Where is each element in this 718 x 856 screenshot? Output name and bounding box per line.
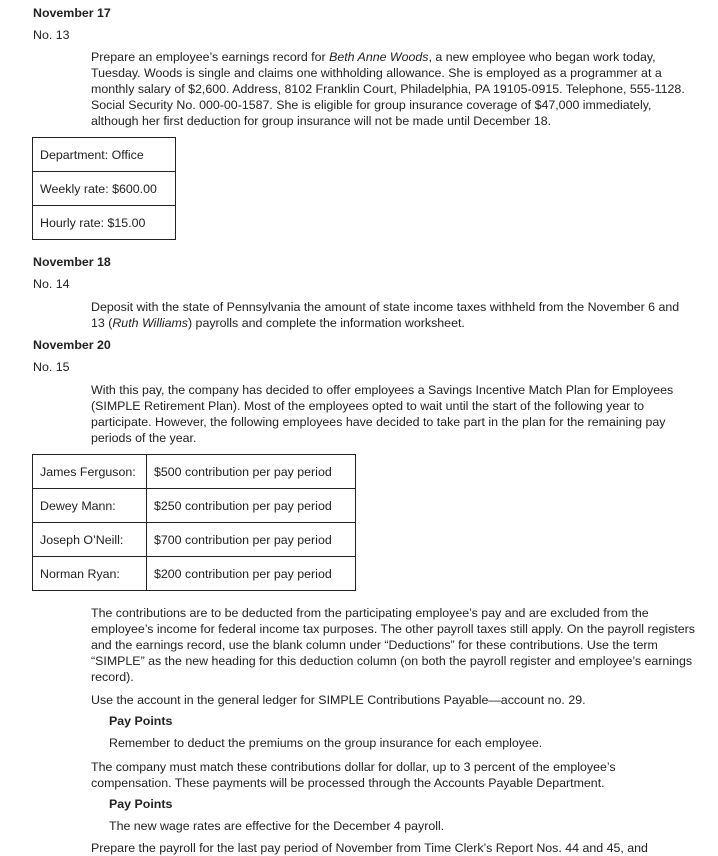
department-cell: Department: Office bbox=[33, 138, 176, 172]
contributions-table bbox=[32, 454, 356, 591]
entry-number: No. 15 bbox=[33, 360, 70, 374]
hourly-rate-cell: Hourly rate: $15.00 bbox=[33, 206, 176, 240]
text-part: , a new employee who began work today, Tuesday. Woods is single and claims one withholding allowance. She is employed as a programmer at a monthly salary of $2,600. Address, 8102 Franklin Court, Philadelphia, PA 19105-0915. Telephone, 555-1128. Social Security No. 000-00-1587. She is eligible for group insurance coverage of $47,000 immediately, although her first deduction for group insurance will not be made until December 18. bbox=[91, 50, 685, 128]
entry-number: No. 14 bbox=[33, 277, 70, 291]
contribution-cell: $700 contribution per pay period bbox=[147, 523, 356, 557]
pay-points-text: The new wage rates are effective for the December 4 payroll. bbox=[109, 819, 445, 833]
employee-name-cell: Norman Ryan: bbox=[33, 557, 147, 591]
employee-name: Beth Anne Woods bbox=[329, 50, 429, 64]
employee-name-cell: Joseph O’Neill: bbox=[33, 523, 147, 557]
table-row bbox=[33, 455, 356, 489]
entry-date: November 17 bbox=[33, 6, 111, 20]
employee-name: Ruth Williams bbox=[112, 316, 188, 330]
contribution-cell: $250 contribution per pay period bbox=[147, 489, 356, 523]
department-info-table bbox=[32, 137, 176, 240]
contribution-cell: $500 contribution per pay period bbox=[147, 455, 356, 489]
contribution-cell: $200 contribution per pay period bbox=[147, 557, 356, 591]
company-match-note: The company must match these contributions dollar for dollar, up to 3 percent of the employee’s compensation. These payments will be processed through the Accounts Payable Department. bbox=[91, 760, 616, 790]
ledger-account-note: Use the account in the general ledger for SIMPLE Contributions Payable—account no. 29. bbox=[91, 693, 586, 707]
employee-name-cell: James Ferguson: bbox=[33, 455, 147, 489]
employee-name-cell: Dewey Mann: bbox=[33, 489, 147, 523]
pay-points-heading: Pay Points bbox=[109, 714, 173, 728]
table-row bbox=[33, 557, 356, 591]
table-row bbox=[33, 489, 356, 523]
text-part: Prepare an employee’s earnings record for bbox=[91, 50, 330, 64]
entry-number: No. 13 bbox=[33, 28, 70, 42]
pay-points-text: Remember to deduct the premiums on the group insurance for each employee. bbox=[109, 736, 543, 750]
entry-instructions bbox=[91, 49, 691, 129]
entry-instructions: With this pay, the company has decided to offer employees a Savings Incentive Match Plan for Employees (SIMPLE Retirement Plan). Most of the employees opted to wait until the start of the following year to participate. However, the following employees have decided to take part in the plan for the remaining pay periods of the year. bbox=[91, 383, 674, 445]
entry-date: November 20 bbox=[33, 338, 111, 352]
table-row bbox=[33, 523, 356, 557]
text-part: ) payrolls and complete the information worksheet. bbox=[187, 316, 465, 330]
text-part: Deposit with the state of Pennsylvania the amount of state income taxes withheld from the November 6 and 13 ( bbox=[91, 300, 680, 330]
pay-points-heading: Pay Points bbox=[109, 797, 173, 811]
payroll-instruction: Prepare the payroll for the last pay period of November from Time Clerk’s Report Nos. 44 and 45, and bbox=[91, 841, 648, 855]
entry-date: November 18 bbox=[33, 255, 111, 269]
entry-instructions bbox=[91, 299, 691, 331]
weekly-rate-cell: Weekly rate: $600.00 bbox=[33, 172, 176, 206]
contributions-explanation: The contributions are to be deducted from the participating employee’s pay and are excluded from the employee’s income for federal income tax purposes. The other payroll taxes still apply. On the payroll registers and the earnings record, use the blank column under “Deductions” for these contributions. Use the term “SIMPLE” as the new heading for this deduction column (on both the payroll register and employee’s earnings record). bbox=[91, 606, 695, 684]
